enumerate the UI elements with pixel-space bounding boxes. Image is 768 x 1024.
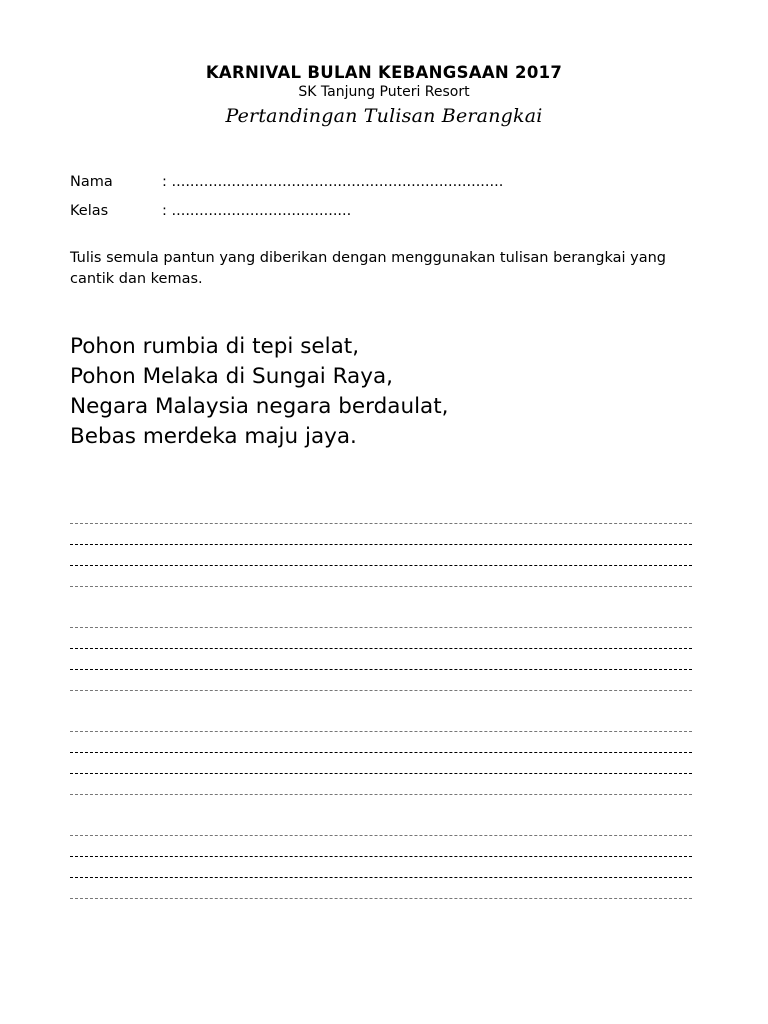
writing-guide-line <box>70 773 692 774</box>
writing-line-group <box>70 619 692 723</box>
writing-guide-line <box>70 523 692 524</box>
writing-guide-line <box>70 835 692 836</box>
class-blank: : ....................................... <box>162 203 352 219</box>
writing-guide-line <box>70 690 692 691</box>
class-label: Kelas <box>70 203 109 219</box>
writing-guide-line <box>70 648 692 649</box>
pantun-line: Negara Malaysia negara berdaulat, <box>70 394 449 419</box>
pantun-line: Pohon Melaka di Sungai Raya, <box>70 364 393 389</box>
writing-line-group <box>70 827 692 931</box>
writing-guide-line <box>70 565 692 566</box>
pantun-line: Bebas merdeka maju jaya. <box>70 424 357 449</box>
pantun-verse <box>70 332 710 452</box>
event-title: KARNIVAL BULAN KEBANGSAAN 2017 <box>205 63 563 82</box>
writing-guide-line <box>70 669 692 670</box>
header <box>0 62 768 129</box>
handwriting-practice-area <box>70 515 692 931</box>
writing-guide-line <box>70 544 692 545</box>
school-name: SK Tanjung Puteri Resort <box>298 84 470 100</box>
writing-guide-line <box>70 752 692 753</box>
writing-guide-line <box>70 877 692 878</box>
writing-line-group <box>70 723 692 827</box>
instructions-text: Tulis semula pantun yang diberikan dengan menggunakan tulisan berangkai yang cantik dan kemas. <box>70 250 666 287</box>
writing-guide-line <box>70 856 692 857</box>
name-blank: : ........................................................................ <box>162 174 504 190</box>
writing-guide-line <box>70 586 692 587</box>
pantun-line: Pohon rumbia di tepi selat, <box>70 334 360 359</box>
name-field-row <box>70 172 503 192</box>
writing-guide-line <box>70 627 692 628</box>
competition-title: Pertandingan Tulisan Berangkai <box>225 105 543 127</box>
name-label: Nama <box>70 174 113 190</box>
writing-guide-line <box>70 898 692 899</box>
writing-guide-line <box>70 794 692 795</box>
writing-line-group <box>70 515 692 619</box>
class-field-row <box>70 201 351 221</box>
writing-guide-line <box>70 731 692 732</box>
